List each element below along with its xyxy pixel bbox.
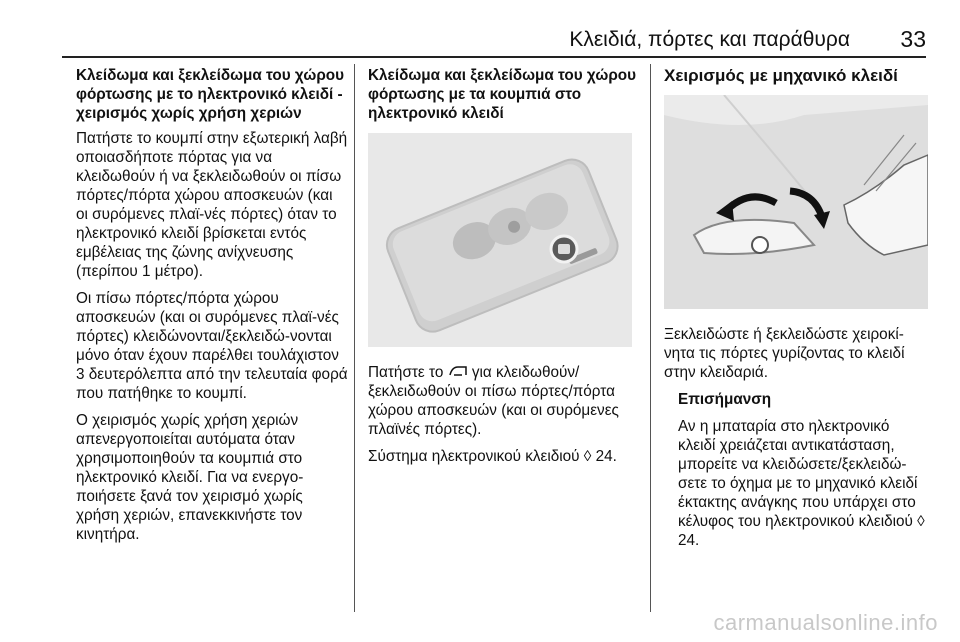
- key-buttons-text-before: Πατήστε το: [368, 364, 444, 381]
- hands-free-paragraph-2: Οι πίσω πόρτες/πόρτα χώρου αποσκευών (και οι συρόμενες πλαϊ-νές πόρτες) κλειδώνονται/ξεκλειδώ-νονται μόνο όταν έχουν παρέλθει τουλάχιστον 3 δευτερόλεπτα από την τελευταία φορά που πατήθηκε το κουμπί.: [76, 290, 348, 402]
- note-title: Επισήμανση: [678, 391, 772, 408]
- key-buttons-paragraph-1: [368, 363, 638, 439]
- page-number: 33: [900, 26, 926, 52]
- page-section-title: Κλειδιά, πόρτες και παράθυρα: [569, 28, 850, 51]
- hands-free-paragraph-3: Ο χειρισμός χωρίς χρήση χεριών απενεργοποιείται αυτόματα όταν χρησιμοποιηθούν τα κουμπιά στο ηλεκτρονικό κλειδί. Για να ενεργο-ποιήσετε ξανά τον χειρισμό χωρίς χρήση χεριών, επανεκκινήστε τον κινητήρα.: [76, 412, 304, 543]
- column-divider-2: [650, 64, 651, 612]
- watermark: carmanualsonline.info: [713, 610, 938, 635]
- header-divider: [62, 56, 926, 58]
- key-buttons-text-after: για κλειδωθούν/ ξεκλειδωθούν οι πίσω πόρτες/πόρτα χώρου αποσκευών (και οι συρόμενες πλαϊνές πόρτες).: [368, 364, 619, 438]
- column-2: [368, 66, 638, 474]
- hands-free-heading: Κλείδωμα και ξεκλείδωμα του χώρου φόρτωσης με το ηλεκτρονικό κλειδί - χειρισμός χωρίς χρήση χεριών: [76, 67, 345, 122]
- note-box: [678, 390, 928, 550]
- column-divider-1: [354, 64, 355, 612]
- rear-door-icon: [448, 363, 468, 382]
- hands-free-paragraph-1: Πατήστε το κουμπί στην εξωτερική λαβή οποιασδήποτε πόρτας για να κλειδωθούν ή να ξεκλειδωθούν οι πίσω πόρτες/πόρτα χώρου αποσκευών (και οι συρόμενες πλαϊ-νές πόρτες) όταν το ηλεκτρονικό κλειδί βρίσκεται εντός εμβέλειας της ζώνης ανίχνευσης (περίπου 1 μέτρο).: [76, 130, 348, 280]
- electronic-key-illustration: [368, 133, 632, 347]
- key-buttons-paragraph-2: Σύστημα ηλεκτρονικού κλειδιού ◊ 24.: [368, 448, 617, 465]
- mechanical-key-paragraph: Ξεκλειδώστε ή ξεκλειδώστε χειροκί-νητα τις πόρτες γυρίζοντας το κλειδί στην κλειδαριά.: [664, 326, 905, 381]
- electronic-key-drawing: [368, 133, 632, 347]
- column-1: [76, 66, 348, 552]
- mechanical-key-heading: Χειρισμός με μηχανικό κλειδί: [664, 66, 898, 85]
- mechanical-key-illustration: [664, 95, 928, 309]
- page-header: [0, 0, 960, 58]
- note-text: Αν η μπαταρία στο ηλεκτρονικό κλειδί χρειάζεται αντικατάσταση, μπορείτε να κλειδώσετε/ξεκλειδώ-σετε το όχημα με το μηχανικό κλειδί έκτακτης ανάγκης που υπάρχει στο κέλυφος του ηλεκτρονικού κλειδιού ◊ 24.: [678, 418, 925, 549]
- door-lock-drawing: [664, 95, 928, 309]
- column-3: [664, 66, 928, 558]
- key-buttons-heading: Κλείδωμα και ξεκλείδωμα του χώρου φόρτωσης με τα κουμπιά στο ηλεκτρονικό κλειδί: [368, 67, 637, 122]
